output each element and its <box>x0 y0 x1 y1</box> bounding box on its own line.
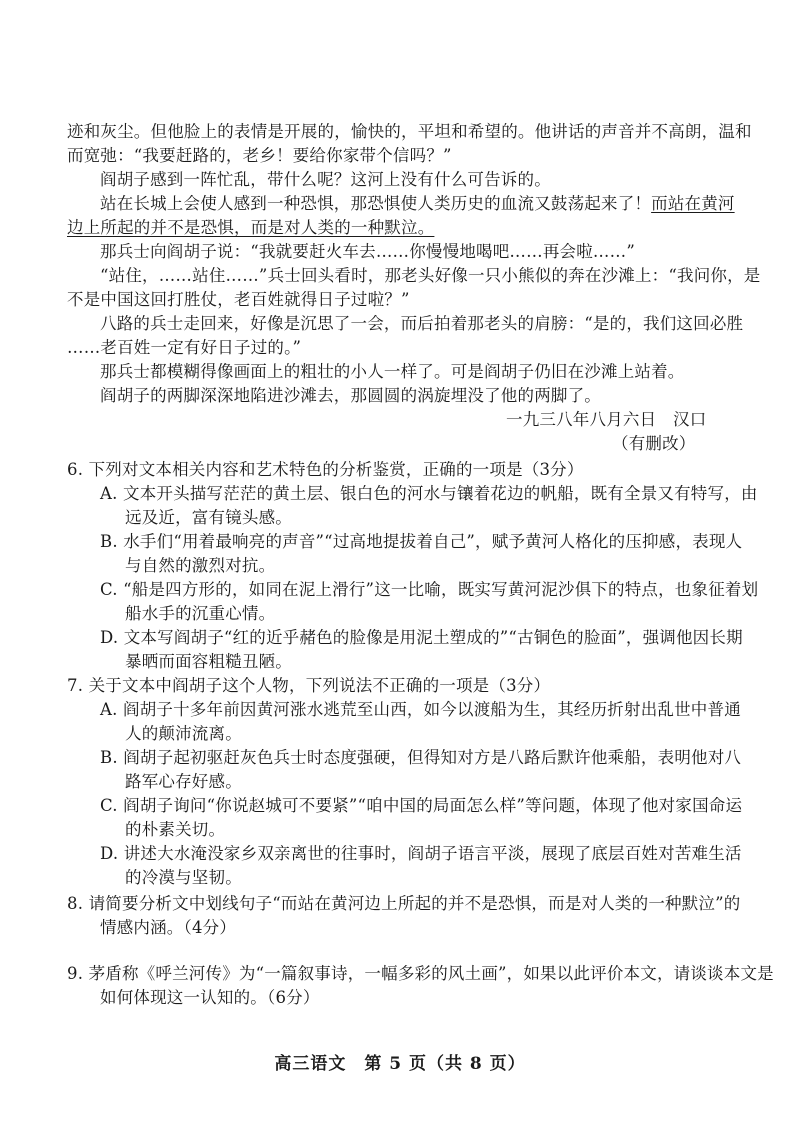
question-stem: 8. 请简要分析文中划线句子“而站在黄河边上所起的并不是恐惧，而是对人类的一种默泣”的 <box>67 894 741 913</box>
passage-line: 而宽弛：“我要赶路的，老乡！要给你家带个信吗？” <box>67 146 452 165</box>
question-stem: 6. 下列对文本相关内容和艺术特色的分析鉴赏，正确的一项是（3分） <box>67 460 584 479</box>
option-c: C. “船是四方形的，如同在泥上滑行”这一比喻，既实写黄河泥沙俱下的特点，也象征着划 <box>100 580 759 599</box>
option-d-cont: 暴晒而面容粗糙丑陋。 <box>125 652 292 671</box>
option-c-cont: 船水手的沉重心情。 <box>125 604 276 623</box>
passage-line: 阎胡子感到一阵忙乱，带什么呢？这河上没有什么可告诉的。 <box>100 170 551 189</box>
passage-line <box>67 216 434 240</box>
passage-text: 站在长城上会使人感到一种恐惧，那恐惧使人类历史的血流又鼓荡起来了！ <box>100 194 652 213</box>
option-b-cont: 与自然的激烈对抗。 <box>125 556 276 575</box>
question-stem-cont: 如何体现这一认知的。（6分） <box>100 988 320 1007</box>
question-stem-cont: 情感内涵。（4分） <box>100 918 237 937</box>
page-footer: 高三语文 第 5 页（共 8 页） <box>274 1054 526 1074</box>
option-c: C. 阎胡子询问“你说赵城可不要紧”“咱中国的局面怎么样”等问题，体现了他对家国命运 <box>100 796 743 815</box>
option-b: B. 水手们“用着最响亮的声音”“过高地提拔着自己”，赋予黄河人格化的压抑感，表现人 <box>100 532 743 551</box>
passage-line: 阎胡子的两脚深深地陷进沙滩去，那圆圆的涡旋埋没了他的两脚了。 <box>100 386 601 405</box>
passage-line: 那兵士向阎胡子说：“我就要赶火车去……你慢慢地喝吧……再会啦……” <box>100 242 635 261</box>
option-a: A. 文本开头描写茫茫的黄土层、银白色的河水与镶着花边的帆船，既有全景又有特写，由 <box>100 484 758 503</box>
passage-line: 那兵士都模糊得像画面上的粗壮的小人一样了。可是阎胡子仍旧在沙滩上站着。 <box>100 362 685 381</box>
option-c-cont: 的朴素关切。 <box>125 820 226 839</box>
passage-line: 迹和灰尘。但他脸上的表情是开展的，愉快的，平坦和希望的。他讲话的声音并不高朗，温和 <box>67 122 752 141</box>
underlined-sentence: 而站在黄河 <box>651 194 735 213</box>
option-b: B. 阎胡子起初驱赶灰色兵士时态度强硬，但得知对方是八路后默许他乘船，表明他对八 <box>100 748 742 767</box>
passage-date: 一九三八年八月六日 汉口 <box>506 410 707 429</box>
passage-line: “站住，……站住……”兵士回头看时，那老头好像一只小熊似的奔在沙滩上：“我问你，是 <box>100 266 761 285</box>
option-d: D. 讲述大水淹没家乡双亲离世的往事时，阎胡子语言平淡，展现了底层百姓对苦难生活 <box>100 844 742 863</box>
option-a: A. 阎胡子十多年前因黄河涨水逃荒至山西，如今以渡船为生，其经历折射出乱世中普通 <box>100 700 741 719</box>
underlined-sentence: 边上所起的并不是恐惧，而是对人类的一种默泣。 <box>67 218 435 237</box>
option-b-cont: 路军心存好感。 <box>125 772 242 791</box>
option-a-cont: 人的颠沛流离。 <box>125 724 242 743</box>
passage-line: ……老百姓一定有好日子过的。” <box>67 338 302 357</box>
option-d-cont: 的冷漠与坚韧。 <box>125 868 242 887</box>
option-d: D. 文本写阎胡子“红的近乎赭色的脸像是用泥土塑成的”“古铜色的脸面”，强调他因长期 <box>100 628 743 647</box>
passage-line: 八路的兵士走回来，好像是沉思了一会，而后拍着那老头的肩膀：“是的，我们这回必胜 <box>100 314 744 333</box>
passage-line: 不是中国这回打胜仗，老百姓就得日子过啦？” <box>67 290 410 309</box>
passage-line <box>100 192 735 216</box>
question-stem: 7. 关于文本中阎胡子这个人物，下列说法不正确的一项是（3分） <box>67 676 551 695</box>
option-a-cont: 远及近，富有镜头感。 <box>125 508 292 527</box>
question-stem: 9. 茅盾称《呼兰河传》为“一篇叙事诗，一幅多彩的风土画”，如果以此评价本文，请谈谈本文是 <box>67 964 774 983</box>
passage-note: （有删改） <box>612 434 696 453</box>
